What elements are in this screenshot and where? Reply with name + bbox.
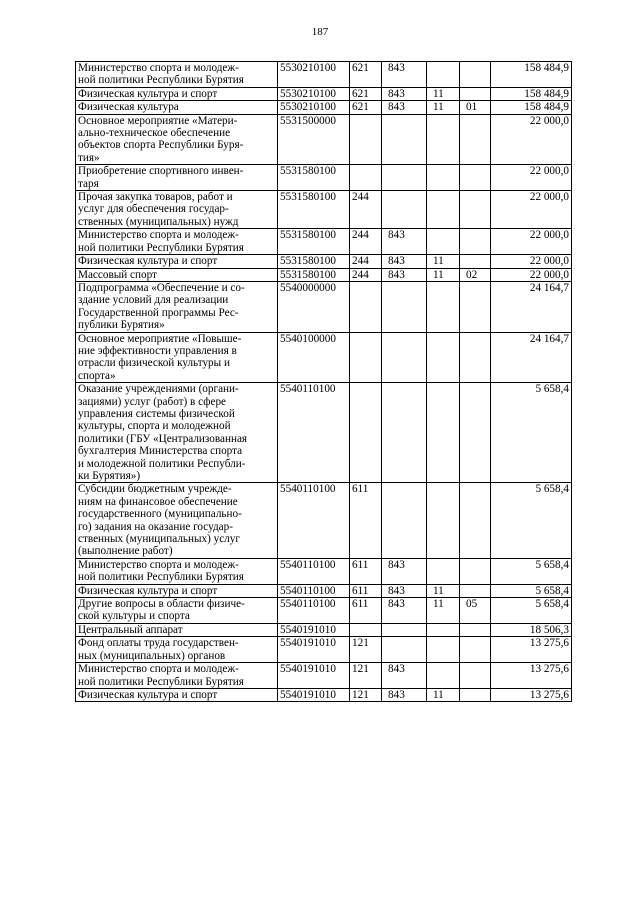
row-sum-cell: 5 658,4: [491, 558, 572, 584]
row-section-cell: [427, 558, 460, 584]
row-expense-type-cell: 121: [350, 688, 382, 701]
row-sum-cell: 13 275,6: [491, 637, 572, 663]
row-grbs-cell: 843: [382, 598, 427, 624]
row-code-cell: 5540110100: [278, 383, 350, 483]
table-row: [76, 483, 572, 558]
row-sum-cell: 5 658,4: [491, 598, 572, 624]
row-grbs-cell: 843: [382, 558, 427, 584]
row-expense-type-cell: 621: [350, 62, 382, 88]
row-name-cell: Физическая культура и спорт: [76, 688, 278, 701]
row-section-cell: 11: [427, 268, 460, 281]
row-expense-type-cell: 244: [350, 255, 382, 268]
row-sum-cell: 22 000,0: [491, 255, 572, 268]
row-section-cell: [427, 191, 460, 229]
row-name-cell: Физическая культура и спорт: [76, 255, 278, 268]
row-grbs-cell: [382, 332, 427, 383]
row-expense-type-cell: [350, 383, 382, 483]
row-subsection-cell: [460, 114, 491, 165]
row-section-cell: [427, 165, 460, 191]
row-code-cell: 5540191010: [278, 688, 350, 701]
table-row: [76, 623, 572, 636]
row-subsection-cell: [460, 637, 491, 663]
row-grbs-cell: 843: [382, 62, 427, 88]
row-subsection-cell: [460, 229, 491, 255]
row-grbs-cell: [382, 114, 427, 165]
row-name-cell: Физическая культура и спорт: [76, 584, 278, 597]
row-sum-cell: 24 164,7: [491, 332, 572, 383]
row-subsection-cell: [460, 688, 491, 701]
row-section-cell: 11: [427, 598, 460, 624]
row-name-cell: Фонд оплаты труда государствен- ных (муниципальных) органов: [76, 637, 278, 663]
row-name-cell: Основное мероприятие «Повыше- ние эффективности управления в отрасли физической культуры и спорта»: [76, 332, 278, 383]
table-row: [76, 383, 572, 483]
row-name-cell: Приобретение спортивного инвен- таря: [76, 165, 278, 191]
row-subsection-cell: [460, 623, 491, 636]
row-grbs-cell: 843: [382, 101, 427, 114]
row-section-cell: 11: [427, 87, 460, 100]
table-row: [76, 114, 572, 165]
row-expense-type-cell: [350, 165, 382, 191]
row-section-cell: 11: [427, 688, 460, 701]
row-name-cell: Основное мероприятие «Матери- ально-техническое обеспечение объектов спорта Республики Буря- тия»: [76, 114, 278, 165]
row-section-cell: [427, 281, 460, 332]
row-subsection-cell: [460, 62, 491, 88]
row-section-cell: 11: [427, 584, 460, 597]
row-sum-cell: 22 000,0: [491, 229, 572, 255]
row-sum-cell: 5 658,4: [491, 383, 572, 483]
row-section-cell: [427, 383, 460, 483]
row-sum-cell: 22 000,0: [491, 191, 572, 229]
row-expense-type-cell: [350, 114, 382, 165]
row-subsection-cell: [460, 383, 491, 483]
row-expense-type-cell: [350, 332, 382, 383]
row-subsection-cell: [460, 584, 491, 597]
row-grbs-cell: [382, 637, 427, 663]
row-expense-type-cell: 611: [350, 483, 382, 558]
row-sum-cell: 5 658,4: [491, 584, 572, 597]
row-grbs-cell: 843: [382, 229, 427, 255]
row-expense-type-cell: 121: [350, 637, 382, 663]
row-grbs-cell: 843: [382, 663, 427, 689]
row-sum-cell: 22 000,0: [491, 268, 572, 281]
row-sum-cell: 24 164,7: [491, 281, 572, 332]
row-code-cell: 5530210100: [278, 87, 350, 100]
row-code-cell: 5531580100: [278, 229, 350, 255]
row-sum-cell: 158 484,9: [491, 62, 572, 88]
row-name-cell: Прочая закупка товаров, работ и услуг для обеспечения государ- ственных (муниципальных) нужд: [76, 191, 278, 229]
table-row: [76, 281, 572, 332]
table-row: [76, 101, 572, 114]
table-row: [76, 191, 572, 229]
row-expense-type-cell: 244: [350, 268, 382, 281]
row-code-cell: 5531580100: [278, 255, 350, 268]
row-section-cell: [427, 114, 460, 165]
table-row: [76, 663, 572, 689]
table-row: [76, 87, 572, 100]
row-grbs-cell: 843: [382, 584, 427, 597]
row-subsection-cell: [460, 483, 491, 558]
page-number: 187: [311, 26, 329, 38]
row-code-cell: 5530210100: [278, 62, 350, 88]
row-name-cell: Физическая культура и спорт: [76, 87, 278, 100]
row-code-cell: 5530210100: [278, 101, 350, 114]
row-grbs-cell: [382, 281, 427, 332]
budget-table-body: [76, 62, 572, 702]
row-grbs-cell: [382, 483, 427, 558]
row-section-cell: 11: [427, 101, 460, 114]
row-expense-type-cell: 121: [350, 663, 382, 689]
table-row: [76, 268, 572, 281]
row-section-cell: [427, 62, 460, 88]
row-expense-type-cell: 244: [350, 229, 382, 255]
row-name-cell: Другие вопросы в области физиче- ской культуры и спорта: [76, 598, 278, 624]
row-section-cell: [427, 637, 460, 663]
row-subsection-cell: [460, 191, 491, 229]
row-subsection-cell: [460, 332, 491, 383]
row-name-cell: Министерство спорта и молодеж- ной политики Республики Бурятия: [76, 229, 278, 255]
row-code-cell: 5540191010: [278, 637, 350, 663]
row-grbs-cell: 843: [382, 268, 427, 281]
row-section-cell: [427, 663, 460, 689]
row-code-cell: 5531500000: [278, 114, 350, 165]
row-code-cell: 5540191010: [278, 623, 350, 636]
row-grbs-cell: [382, 191, 427, 229]
row-grbs-cell: 843: [382, 255, 427, 268]
row-section-cell: [427, 229, 460, 255]
table-row: [76, 637, 572, 663]
row-grbs-cell: [382, 165, 427, 191]
row-expense-type-cell: 244: [350, 191, 382, 229]
row-code-cell: 5531580100: [278, 268, 350, 281]
row-sum-cell: 18 506,3: [491, 623, 572, 636]
row-subsection-cell: 05: [460, 598, 491, 624]
row-expense-type-cell: [350, 281, 382, 332]
table-row: [76, 165, 572, 191]
row-expense-type-cell: 621: [350, 87, 382, 100]
row-grbs-cell: 843: [382, 688, 427, 701]
row-section-cell: [427, 483, 460, 558]
row-sum-cell: 13 275,6: [491, 688, 572, 701]
row-code-cell: 5540000000: [278, 281, 350, 332]
row-subsection-cell: [460, 87, 491, 100]
row-subsection-cell: [460, 558, 491, 584]
row-sum-cell: 158 484,9: [491, 87, 572, 100]
row-name-cell: Субсидии бюджетным учрежде- ниям на финансовое обеспечение государственного (муниципально- го) задания на оказание государ- ственных (муниципальных) услуг (выполнение работ): [76, 483, 278, 558]
row-name-cell: Центральный аппарат: [76, 623, 278, 636]
table-row: [76, 62, 572, 88]
row-subsection-cell: [460, 255, 491, 268]
row-subsection-cell: 02: [460, 268, 491, 281]
budget-table: [75, 61, 572, 702]
row-expense-type-cell: 611: [350, 598, 382, 624]
row-sum-cell: 158 484,9: [491, 101, 572, 114]
table-row: [76, 584, 572, 597]
table-row: [76, 558, 572, 584]
row-subsection-cell: [460, 663, 491, 689]
row-code-cell: 5540100000: [278, 332, 350, 383]
row-section-cell: [427, 332, 460, 383]
row-grbs-cell: [382, 383, 427, 483]
row-name-cell: Министерство спорта и молодеж- ной политики Республики Бурятия: [76, 663, 278, 689]
row-code-cell: 5540191010: [278, 663, 350, 689]
row-subsection-cell: [460, 165, 491, 191]
row-code-cell: 5540110100: [278, 558, 350, 584]
table-row: [76, 229, 572, 255]
row-subsection-cell: [460, 281, 491, 332]
row-name-cell: Подпрограмма «Обеспечение и со- здание условий для реализации Государственной программы Рес- публики Бурятия»: [76, 281, 278, 332]
table-row: [76, 688, 572, 701]
table-row: [76, 332, 572, 383]
row-grbs-cell: [382, 623, 427, 636]
row-code-cell: 5540110100: [278, 584, 350, 597]
row-name-cell: Оказание учреждениями (органи- зациями) услуг (работ) в сфере управления системы физической культуры, спорта и молодежной политики (ГБУ «Централизованная бухгалтерия Министерства спорта и молодежной политики Республи- ки Бурятия»): [76, 383, 278, 483]
row-code-cell: 5540110100: [278, 598, 350, 624]
row-code-cell: 5540110100: [278, 483, 350, 558]
row-code-cell: 5531580100: [278, 165, 350, 191]
row-name-cell: Массовый спорт: [76, 268, 278, 281]
row-section-cell: 11: [427, 255, 460, 268]
table-row: [76, 255, 572, 268]
row-subsection-cell: 01: [460, 101, 491, 114]
table-row: [76, 598, 572, 624]
row-name-cell: Министерство спорта и молодеж- ной политики Республики Бурятия: [76, 62, 278, 88]
row-expense-type-cell: 621: [350, 101, 382, 114]
row-expense-type-cell: 611: [350, 558, 382, 584]
row-section-cell: [427, 623, 460, 636]
row-expense-type-cell: [350, 623, 382, 636]
row-code-cell: 5531580100: [278, 191, 350, 229]
row-sum-cell: 13 275,6: [491, 663, 572, 689]
row-sum-cell: 22 000,0: [491, 165, 572, 191]
row-name-cell: Министерство спорта и молодеж- ной политики Республики Бурятия: [76, 558, 278, 584]
row-grbs-cell: 843: [382, 87, 427, 100]
row-sum-cell: 5 658,4: [491, 483, 572, 558]
row-sum-cell: 22 000,0: [491, 114, 572, 165]
row-expense-type-cell: 611: [350, 584, 382, 597]
row-name-cell: Физическая культура: [76, 101, 278, 114]
